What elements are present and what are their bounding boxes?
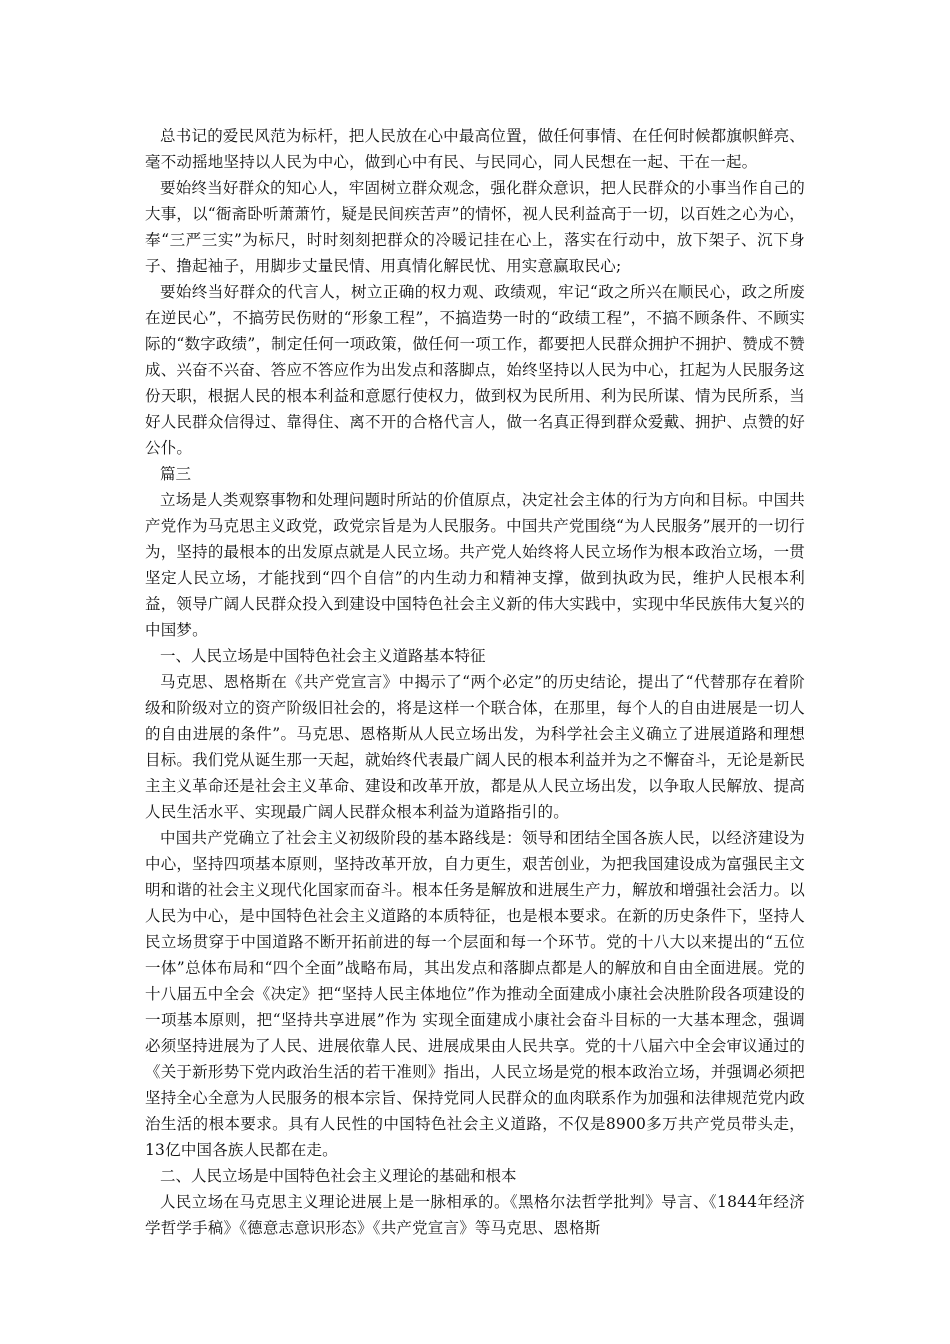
paragraph-1: 总书记的爱民风范为标杆，把人民放在心中最高位置，做任何事情、在任何时候都旗帜鲜亮、毫不动摇地坚持以人民为中心，做到心中有民、与民同心，同人民想在一起、干在一起。 xyxy=(145,127,805,171)
document-body xyxy=(145,123,805,1241)
paragraph-4: 立场是人类观察事物和处理问题时所站的价值原点，决定社会主体的行为方向和目标。中国共产党作为马克思主义政党，政党宗旨是为人民服务。中国共产党围绕“为人民服务”展开的一切行为，坚持的最根本的出发原点就是人民立场。共产党人始终将人民立场作为根本政治立场，一贯坚定人民立场，才能找到“四个自信”的内生动力和精神支撑，做到执政为民，维护人民根本利益，领导广阔人民群众投入到建设中国特色社会主义新的伟大实践中，实现中华民族伟大复兴的中国梦。 xyxy=(145,491,805,639)
paragraph-2: 要始终当好群众的知心人，牢固树立群众观念，强化群众意识，把人民群众的小事当作自己的大事，以“衙斋卧听萧萧竹，疑是民间疾苦声”的情怀，视人民利益高于一切，以百姓之心为心，奉“三严三实”为标尺，时时刻刻把群众的冷暖记挂在心上，落实在行动中，放下架子、沉下身子、撸起袖子，用脚步丈量民情、用真情化解民忧、用实意赢取民心; xyxy=(145,179,805,275)
paragraph-7: 人民立场在马克思主义理论进展上是一脉相承的。《黑格尔法哲学批判》导言、《1844年经济学哲学手稿》《德意志意识形态》《共产党宣言》等马克思、恩格斯 xyxy=(145,1193,805,1237)
paragraph-6: 中国共产党确立了社会主义初级阶段的基本路线是：领导和团结全国各族人民，以经济建设为中心，坚持四项基本原则，坚持改革开放，自力更生，艰苦创业，为把我国建设成为富强民主文明和谐的社会主义现代化国家而奋斗。根本任务是解放和进展生产力，解放和增强社会活力。以人民为中心，是中国特色社会主义道路的本质特征，也是根本要求。在新的历史条件下，坚持人民立场贯穿于中国道路不断开拓前进的每一个层面和每一个环节。党的十八大以来提出的“五位一体”总体布局和“四个全面”战略布局，其出发点和落脚点都是人的解放和自由全面进展。党的十八届五中全会《决定》把“坚持人民主体地位”作为推动全面建成小康社会决胜阶段各项建设的一项基本原则，把“坚持共享进展”作为 实现全面建成小康社会奋斗目标的一大基本理念，强调必须坚持进展为了人民、进展依靠人民、进展成果由人民共享。党的十八届六中全会审议通过的《关于新形势下党内政治生活的若干准则》指出，人民立场是党的根本政治立场，并强调必须把坚持全心全意为人民服务的根本宗旨、保持党同人民群众的血肉联系作为加强和法律规范党内政治生活的根本要求。具有人民性的中国特色社会主义道路，不仅是8900多万共产党员带头走，13亿中国各族人民都在走。 xyxy=(145,829,805,1159)
paragraph-3: 要始终当好群众的代言人，树立正确的权力观、政绩观，牢记“政之所兴在顺民心，政之所废在逆民心”，不搞劳民伤财的“形象工程”，不搞造势一时的“政绩工程”，不搞不顾条件、不顾实际的“数字政绩”，制定任何一项政策，做任何一项工作，都要把人民群众拥护不拥护、赞成不赞成、兴奋不兴奋、答应不答应作为出发点和落脚点，始终坚持以人民为中心，扛起为人民服务这份天职，根据人民的根本利益和意愿行使权力，做到权为民所用、利为民所谋、情为民所系，当好人民群众信得过、靠得住、离不开的合格代言人，做一名真正得到群众爱戴、拥护、点赞的好公仆。 xyxy=(145,283,805,457)
section-title-pian-san: 篇三 xyxy=(160,465,192,483)
paragraph-5: 马克思、恩格斯在《共产党宣言》中揭示了“两个必定”的历史结论，提出了“代替那存在着阶级和阶级对立的资产阶级旧社会的，将是这样一个联合体，在那里，每个人的自由进展是一切人的自由进展的条件”。马克思、恩格斯从人民立场出发，为科学社会主义确立了进展道路和理想目标。我们党从诞生那一天起，就始终代表最广阔人民的根本利益并为之不懈奋斗，无论是新民主主义革命还是社会主义革命、建设和改革开放，都是从人民立场出发，以争取人民解放、提高人民生活水平、实现最广阔人民群众根本利益为道路指引的。 xyxy=(145,673,805,821)
section-heading-2: 二、人民立场是中国特色社会主义理论的基础和根本 xyxy=(160,1167,517,1185)
section-heading-1: 一、人民立场是中国特色社会主义道路基本特征 xyxy=(160,647,486,665)
